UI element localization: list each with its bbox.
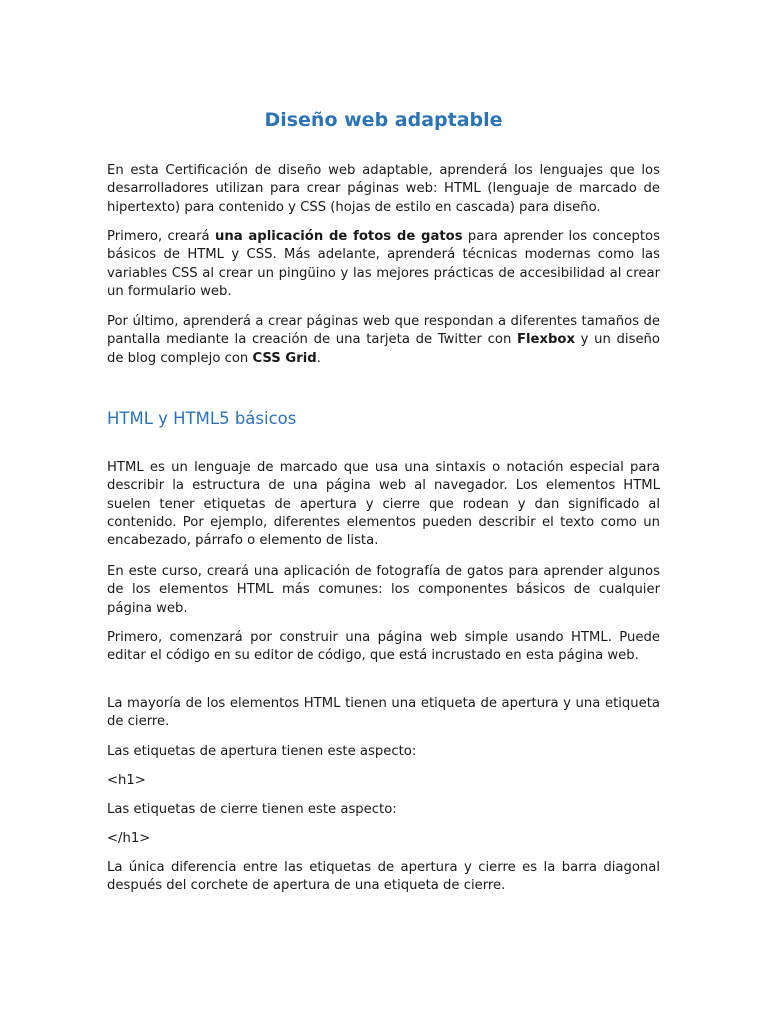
section-paragraph-4: La mayoría de los elementos HTML tienen una etiqueta de apertura y una etiqueta de cierre. (107, 696, 660, 730)
intro-paragraph-2-bold: una aplicación de fotos de gatos (214, 229, 463, 244)
section-paragraph-2: En este curso, creará una aplicación de fotografía de gatos para aprender algunos de los elementos HTML más comunes: los componentes básicos de cualquier página web. (107, 564, 660, 616)
code-closing-tag: </h1> (107, 831, 151, 846)
intro-paragraph-3-text-end: . (316, 350, 321, 366)
intro-paragraph-3-text-middle: y un diseño de blog complejo con (107, 332, 660, 366)
intro-paragraph-1: En esta Certificación de diseño web adaptable, aprenderá los lenguajes que los desarrolladores utilizan para crear páginas web: HTML (lenguaje de marcado de hipertexto) para contenido y CSS (hojas de estilo en cascada) para diseño. (107, 163, 660, 215)
intro-paragraph-2-text-start: Primero, creará (107, 229, 215, 244)
code-opening-tag: <h1> (107, 773, 146, 788)
section-paragraph-3: Primero, comenzará por construir una página web simple usando HTML. Puede editar el código en su editor de código, que está incrustado en esta página web. (107, 630, 660, 664)
intro-paragraph-2 (107, 228, 660, 301)
intro-paragraph-2-text-end: para aprender los conceptos básicos de HTML y CSS. Más adelante, aprenderá técnicas modernas como las variables CSS al crear un pingüino y las mejores prácticas de accesibilidad al crear un formulario web. (107, 229, 660, 299)
section-paragraph-6: Las etiquetas de cierre tienen este aspecto: (107, 802, 397, 817)
section-paragraph-7: La única diferencia entre las etiquetas de apertura y cierre es la barra diagonal después del corchete de apertura de una etiqueta de cierre. (107, 860, 660, 894)
document-title: Diseño web adaptable (264, 109, 503, 131)
section-heading: HTML y HTML5 básicos (107, 409, 297, 428)
section-paragraph-5: Las etiquetas de apertura tienen este aspecto: (107, 744, 417, 759)
intro-paragraph-3 (107, 313, 660, 368)
intro-paragraph-3-text-start: Por último, aprenderá a crear páginas web que respondan a diferentes tamaños de pantalla mediante la creación de una tarjeta de Twitter con (107, 314, 660, 348)
flexbox-bold: Flexbox (516, 332, 575, 348)
section-paragraph-1: HTML es un lenguaje de marcado que usa una sintaxis o notación especial para describir la estructura de una página web al navegador. Los elementos HTML suelen tener etiquetas de apertura y cierre que rodean y dan significado al contenido. Por ejemplo, diferentes elementos pueden describir el texto como un encabezado, párrafo o elemento de lista. (107, 460, 660, 549)
css-grid-bold: CSS Grid (252, 350, 317, 366)
